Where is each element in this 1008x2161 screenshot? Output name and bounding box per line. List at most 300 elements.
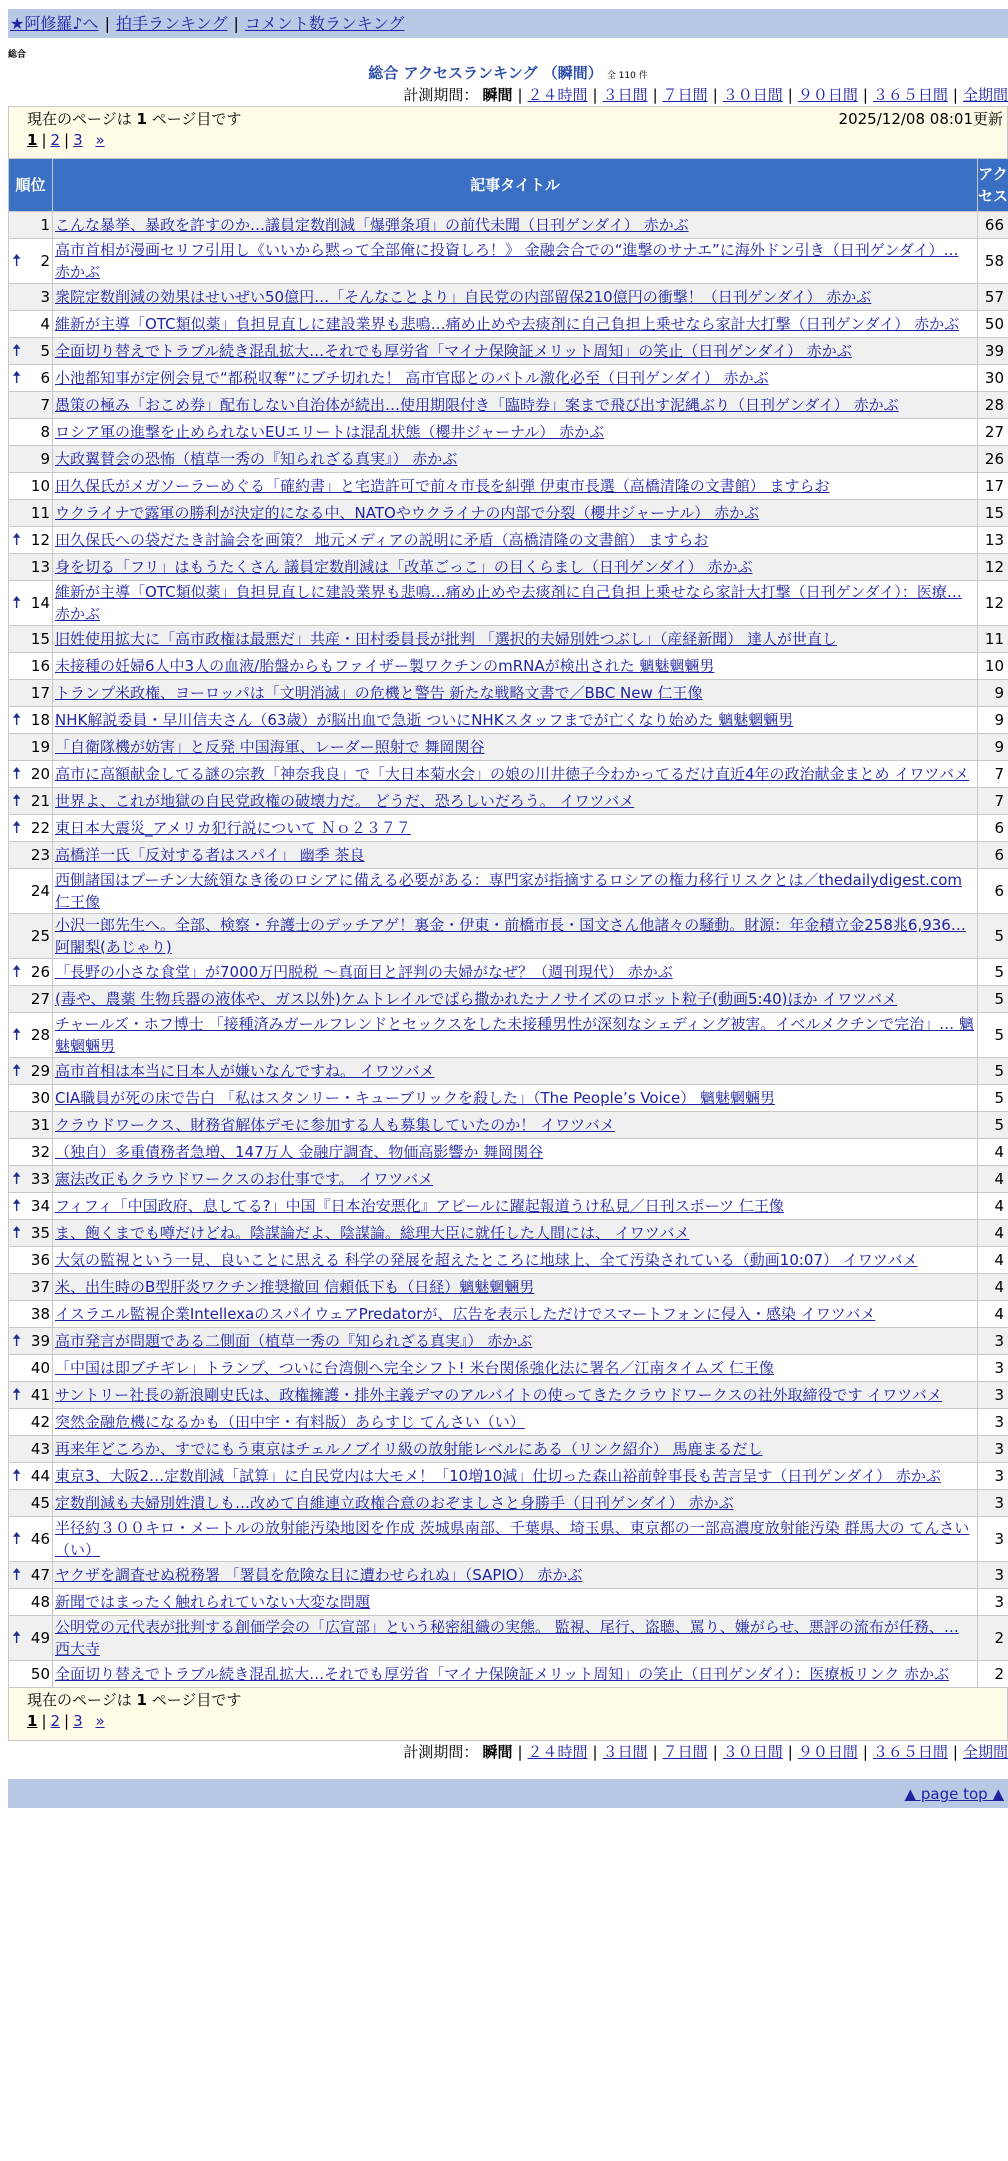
- period-option-3d[interactable]: ３日間: [603, 1743, 648, 1761]
- article-title-link[interactable]: フィフィ「中国政府、息してる?」中国『日本治安悪化』アピールに躍起報道うけ私見／日刊スポーツ 仁王像: [55, 1197, 784, 1215]
- rank-up-arrow-icon: 🠅: [12, 1628, 21, 1648]
- rank-number: 35: [31, 1224, 50, 1242]
- rank-up-arrow-icon: 🠅: [12, 764, 21, 784]
- title-cell: [53, 869, 978, 914]
- rank-up-arrow-icon: 🠅: [12, 530, 21, 550]
- article-title-link[interactable]: CIA職員が死の床で告白 「私はスタンリー・キューブリックを殺した」（The People’s Voice） 魑魅魍魎男: [55, 1089, 775, 1107]
- table-row: [9, 914, 1008, 959]
- article-title-link[interactable]: 全面切り替えでトラブル続き混乱拡大…それでも厚労省「マイナ保険証メリット周知」の笑止（日刊ゲンダイ）：医療板リンク 赤かぶ: [55, 1665, 949, 1683]
- rank-up-arrow-icon: 🠅: [12, 1385, 21, 1405]
- page-title-text: 総合 アクセスランキング （瞬間）: [368, 64, 603, 82]
- page-title: [8, 62, 1008, 84]
- access-count: 57: [978, 284, 1008, 311]
- period-option-30d[interactable]: ３０日間: [723, 86, 783, 104]
- access-count: 4: [978, 1220, 1008, 1247]
- rank-cell: [9, 1436, 53, 1463]
- article-title-link[interactable]: 突然金融危機になるかも（田中宇・有料版）あらすじ てんさい（い）: [55, 1413, 525, 1431]
- access-count: 2: [978, 1661, 1008, 1688]
- rank-cell: [9, 338, 53, 365]
- rank-number: 46: [31, 1530, 50, 1548]
- rank-number: 1: [40, 216, 50, 234]
- title-cell: [53, 446, 978, 473]
- title-cell: [53, 626, 978, 653]
- access-count: 3: [978, 1409, 1008, 1436]
- rank-up-arrow-icon: 🠅: [12, 1331, 21, 1351]
- period-option-90d[interactable]: ９０日間: [798, 1743, 858, 1761]
- rank-cell: [9, 581, 53, 626]
- rank-number: 25: [31, 927, 50, 945]
- page-links: 1 | 2 | 3 »: [27, 130, 1007, 151]
- access-count: 7: [978, 788, 1008, 815]
- article-title-link[interactable]: 東日本大震災_アメリカ犯行説について Ｎｏ２３７７: [55, 819, 411, 837]
- access-count: 3: [978, 1382, 1008, 1409]
- period-option-all[interactable]: 全期間: [963, 1743, 1008, 1761]
- title-cell: [53, 842, 978, 869]
- table-row: [9, 500, 1008, 527]
- table-row: [9, 1112, 1008, 1139]
- access-count: 6: [978, 869, 1008, 914]
- period-label: 計測期間：: [403, 86, 478, 104]
- access-count: 28: [978, 392, 1008, 419]
- rank-up-arrow-icon: 🠅: [12, 368, 21, 388]
- rank-number: 37: [31, 1278, 50, 1296]
- rank-number: 5: [40, 342, 50, 360]
- article-title-link[interactable]: 再来年どころか、すでにもう東京はチェルノブイリ級の放射能レベルにある（リンク紹介） 馬鹿まるだし: [55, 1440, 763, 1458]
- rank-number: 49: [31, 1629, 50, 1647]
- comment-ranking-link[interactable]: コメント数ランキング: [245, 14, 405, 33]
- rank-number: 42: [31, 1413, 50, 1431]
- rank-cell: [9, 1355, 53, 1382]
- rank-up-arrow-icon: 🠅: [12, 1196, 21, 1216]
- rank-number: 29: [31, 1062, 50, 1080]
- title-cell: [53, 1463, 978, 1490]
- access-count: 4: [978, 1301, 1008, 1328]
- table-row: [9, 1463, 1008, 1490]
- access-count: 5: [978, 1112, 1008, 1139]
- article-title-link[interactable]: 高市発言が問題である二側面（植草一秀の『知られざる真実』） 赤かぶ: [55, 1332, 532, 1350]
- table-row: [9, 680, 1008, 707]
- title-cell: [53, 1139, 978, 1166]
- access-count: 3: [978, 1589, 1008, 1616]
- table-row: [9, 1013, 1008, 1058]
- rank-up-arrow-icon: 🠅: [12, 1565, 21, 1585]
- table-row: [9, 1562, 1008, 1589]
- rank-cell: [9, 1085, 53, 1112]
- table-header-row: [9, 159, 1008, 212]
- article-title-link[interactable]: 維新が主導「OTC類似薬」負担見直しに建設業界も悲鳴…痛め止めや去痰剤に自己負担上乗せなら家計大打撃（日刊ゲンダイ） 赤かぶ: [55, 315, 959, 333]
- period-option-all[interactable]: 全期間: [963, 86, 1008, 104]
- title-cell: [53, 419, 978, 446]
- rank-number: 26: [31, 963, 50, 981]
- access-count: 5: [978, 1013, 1008, 1058]
- table-row: [9, 392, 1008, 419]
- rank-number: 13: [31, 558, 50, 576]
- page-link-2[interactable]: 2: [51, 131, 61, 149]
- table-row: [9, 1436, 1008, 1463]
- title-cell: [53, 1085, 978, 1112]
- period-option-24h[interactable]: ２４時間: [528, 86, 588, 104]
- table-row: [9, 239, 1008, 284]
- ranking-rows: [9, 212, 1008, 1688]
- title-cell: [53, 392, 978, 419]
- rank-number: 16: [31, 657, 50, 675]
- rank-cell: [9, 959, 53, 986]
- rank-number: 23: [31, 846, 50, 864]
- title-cell: [53, 554, 978, 581]
- article-title-link[interactable]: 田久保氏がメガソーラーめぐる「確約書」と宅造許可で前々市長を糾弾 伊東市長選（高橋清隆の文書館） ますらお: [55, 477, 830, 495]
- title-cell: [53, 365, 978, 392]
- access-count: 4: [978, 1193, 1008, 1220]
- article-title-link[interactable]: イスラエル監視企業IntellexaのスパイウェアPredatorが、広告を表示しただけでスマートフォンに侵入・感染 イワツバメ: [55, 1305, 875, 1323]
- rank-number: 20: [31, 765, 50, 783]
- current-page-text: 現在のページは 1 ページ目です: [27, 1690, 1007, 1711]
- period-option-3d[interactable]: ３日間: [603, 86, 648, 104]
- table-row: [9, 788, 1008, 815]
- rank-cell: [9, 1616, 53, 1661]
- access-count: 58: [978, 239, 1008, 284]
- access-count: 12: [978, 554, 1008, 581]
- article-title-link[interactable]: こんな暴挙、暴政を許すのか…議員定数削減「爆弾条項」の前代未聞（日刊ゲンダイ） 赤かぶ: [55, 216, 689, 234]
- ranking-table: [8, 158, 1008, 1688]
- rank-number: 2: [40, 252, 50, 270]
- rank-number: 50: [31, 1665, 50, 1683]
- page-link-3[interactable]: 3: [73, 131, 83, 149]
- access-count: 6: [978, 815, 1008, 842]
- rank-cell: [9, 554, 53, 581]
- page-link-current: 1: [27, 131, 37, 149]
- access-count: 15: [978, 500, 1008, 527]
- article-title-link[interactable]: 東京3、大阪2…定数削減「試算」に自民党内は大モメ！「10増10減」仕切った森山裕前幹事長も苦言呈す（日刊ゲンダイ） 赤かぶ: [55, 1467, 941, 1485]
- access-count: 4: [978, 1139, 1008, 1166]
- article-title-link[interactable]: 高橋洋一氏「反対する者はスパイ」 幽季 茶良: [55, 846, 365, 864]
- rank-cell: [9, 1247, 53, 1274]
- title-cell: [53, 1661, 978, 1688]
- rank-number: 45: [31, 1494, 50, 1512]
- title-cell: [53, 473, 978, 500]
- clap-ranking-link[interactable]: 拍手ランキング: [116, 14, 228, 33]
- rank-number: 7: [40, 396, 50, 414]
- access-count: 2: [978, 1616, 1008, 1661]
- table-row: [9, 419, 1008, 446]
- period-option-24h[interactable]: ２４時間: [528, 1743, 588, 1761]
- title-cell: [53, 1220, 978, 1247]
- access-count: 13: [978, 527, 1008, 554]
- article-title-link[interactable]: 「長野の小さな食堂」が7000万円脱税 ～真面目と評判の夫婦がなぜ？（週刊現代） 赤かぶ: [55, 963, 673, 981]
- rank-cell: [9, 1301, 53, 1328]
- page-link-3[interactable]: 3: [73, 1712, 83, 1730]
- title-cell: [53, 311, 978, 338]
- rank-number: 47: [31, 1566, 50, 1584]
- article-title-link[interactable]: 全面切り替えでトラブル続き混乱拡大…それでも厚労省「マイナ保険証メリット周知」の笑止（日刊ゲンダイ） 赤かぶ: [55, 342, 852, 360]
- article-title-link[interactable]: 大気の監視という一見、良いことに思える 科学の発展を超えたところに地球上、全て汚染されている（動画10:07） イワツバメ: [55, 1251, 917, 1269]
- table-row: [9, 527, 1008, 554]
- access-count: 4: [978, 1274, 1008, 1301]
- rank-number: 11: [31, 504, 50, 522]
- title-cell: [53, 527, 978, 554]
- period-selector-top: 計測期間： 瞬間 | ２４時間 | ３日間 | ７日間 | ３０日間 | ９０日間 | ３６５日間 | 全期間: [8, 84, 1008, 106]
- period-option-30d[interactable]: ３０日間: [723, 1743, 783, 1761]
- article-title-link[interactable]: 西側諸国はプーチン大統領なき後のロシアに備える必要がある：専門家が指摘するロシアの権力移行リスクとは／thedailydigest.com 仁王像: [55, 871, 962, 911]
- pager-top: [8, 106, 1008, 158]
- title-cell: [53, 1013, 978, 1058]
- access-count: 3: [978, 1328, 1008, 1355]
- table-row: [9, 986, 1008, 1013]
- article-title-link[interactable]: 憲法改正もクラウドワークスのお仕事です。 イワツバメ: [55, 1170, 433, 1188]
- access-count: 27: [978, 419, 1008, 446]
- article-title-link[interactable]: チャールズ・ホフ博士 「接種済みガールフレンドとセックスをした未接種男性が深刻なシェディング被害。イベルメクチンで完治」… 魑魅魍魎男: [55, 1015, 974, 1055]
- article-title-link[interactable]: 高市首相は本当に日本人が嫌いなんですね。 イワツバメ: [55, 1062, 434, 1080]
- period-option-7d[interactable]: ７日間: [663, 86, 708, 104]
- rank-up-arrow-icon: 🠅: [12, 1061, 21, 1081]
- table-row: [9, 581, 1008, 626]
- access-count: 9: [978, 680, 1008, 707]
- article-title-link[interactable]: （独自）多重債務者急増、147万人 金融庁調査、物価高影響か 舞岡関谷: [55, 1143, 543, 1161]
- rank-cell: [9, 311, 53, 338]
- rank-cell: [9, 1382, 53, 1409]
- rank-cell: [9, 986, 53, 1013]
- period-selector-bottom: 計測期間： 瞬間 | ２４時間 | ３日間 | ７日間 | ３０日間 | ９０日間 | ３６５日間 | 全期間: [8, 1741, 1008, 1763]
- rank-header: 順位: [9, 159, 53, 212]
- rank-cell: [9, 1589, 53, 1616]
- home-link[interactable]: ★阿修羅♪へ: [10, 14, 99, 33]
- rank-number: 31: [31, 1116, 50, 1134]
- page: [8, 9, 1008, 1808]
- access-count: 50: [978, 311, 1008, 338]
- title-cell: [53, 284, 978, 311]
- access-count: 26: [978, 446, 1008, 473]
- access-count: 3: [978, 1355, 1008, 1382]
- rank-number: 30: [31, 1089, 50, 1107]
- rank-cell: [9, 734, 53, 761]
- article-title-link[interactable]: 半径約３００キロ・メートルの放射能汚染地図を作成 茨城県南部、千葉県、埼玉県、東京都の一部高濃度放射能汚染 群馬大の てんさい（い）: [55, 1519, 969, 1559]
- article-title-link[interactable]: 高市に高額献金してる謎の宗教「神奈我良」で「大日本菊水会」の娘の川井徳子今わかってるだけ直近4年の政治献金まとめ イワツバメ: [55, 765, 969, 783]
- table-row: [9, 284, 1008, 311]
- rank-up-arrow-icon: 🠅: [12, 1466, 21, 1486]
- rank-cell: [9, 914, 53, 959]
- access-count: 39: [978, 338, 1008, 365]
- table-row: [9, 365, 1008, 392]
- access-count: 4: [978, 1166, 1008, 1193]
- rank-cell: [9, 500, 53, 527]
- article-title-link[interactable]: 公明党の元代表が批判する創価学会の「広宣部」という秘密組織の実態。 監視、尾行、盗聴、罵り、嫌がらせ、悪評の流布が任務、… 西大寺: [55, 1618, 959, 1658]
- rank-up-arrow-icon: 🠅: [12, 710, 21, 730]
- article-title-link[interactable]: 「中国は即ブチギレ」トランプ、ついに台湾側へ完全シフト! 米台関係強化法に署名／江南タイムズ 仁王像: [55, 1359, 774, 1377]
- title-cell: [53, 788, 978, 815]
- rank-number: 21: [31, 792, 50, 810]
- rank-cell: [9, 284, 53, 311]
- table-row: [9, 1382, 1008, 1409]
- rank-number: 34: [31, 1197, 50, 1215]
- table-row: [9, 653, 1008, 680]
- title-cell: [53, 1355, 978, 1382]
- rank-up-arrow-icon: 🠅: [12, 818, 21, 838]
- rank-up-arrow-icon: 🠅: [12, 1223, 21, 1243]
- article-title-link[interactable]: ま、飽くまでも噂だけどね。陰謀論だよ、陰謀論。総理大臣に就任した人間には、 イワツバメ: [55, 1224, 689, 1242]
- access-count: 30: [978, 365, 1008, 392]
- article-title-link[interactable]: 「自衛隊機が妨害」と反発 中国海軍、レーダー照射で 舞岡関谷: [55, 738, 485, 756]
- rank-cell: [9, 626, 53, 653]
- access-count: 5: [978, 986, 1008, 1013]
- title-cell: [53, 1193, 978, 1220]
- access-count: 12: [978, 581, 1008, 626]
- rank-cell: [9, 1112, 53, 1139]
- rank-number: 40: [31, 1359, 50, 1377]
- title-cell: [53, 1301, 978, 1328]
- table-row: [9, 212, 1008, 239]
- table-row: [9, 1220, 1008, 1247]
- period-option-365d[interactable]: ３６５日間: [873, 86, 948, 104]
- rank-up-arrow-icon: 🠅: [12, 593, 21, 613]
- article-title-link[interactable]: 旧姓使用拡大に「高市政権は最悪だ」共産・田村委員長が批判 「選択的夫婦別姓つぶし」（産経新聞） 達人が世直し: [55, 630, 837, 648]
- rank-cell: [9, 1013, 53, 1058]
- article-title-link[interactable]: (毒や、農薬 生物兵器の液体や、ガス以外)ケムトレイルでばら撒かれたナノサイズのロボット粒子(動画5:40)ほか イワツバメ: [55, 990, 897, 1008]
- article-title-link[interactable]: ロシア軍の進撃を止められないEUエリートは混乱状態（櫻井ジャーナル） 赤かぶ: [55, 423, 604, 441]
- rank-up-arrow-icon: 🠅: [12, 1529, 21, 1549]
- table-row: [9, 842, 1008, 869]
- rank-number: 33: [31, 1170, 50, 1188]
- title-cell: [53, 653, 978, 680]
- title-cell: [53, 1562, 978, 1589]
- title-cell: [53, 1166, 978, 1193]
- rank-cell: [9, 1490, 53, 1517]
- page-link-current: 1: [27, 1712, 37, 1730]
- rank-cell: [9, 1166, 53, 1193]
- article-title-link[interactable]: 衆院定数削減の効果はせいぜい50億円…「そんなことより」自民党の内部留保210億円の衝撃！（日刊ゲンダイ） 赤かぶ: [55, 288, 871, 306]
- count-header: アクセス: [978, 159, 1008, 212]
- article-title-link[interactable]: 新聞ではまったく触れられていない大変な問題: [55, 1593, 370, 1611]
- table-row: [9, 1058, 1008, 1085]
- article-title-link[interactable]: 世界よ、これが地獄の自民党政権の破壊力だ。 どうだ、恐ろしいだろう。 イワツバメ: [55, 792, 634, 810]
- period-option-90d[interactable]: ９０日間: [798, 86, 858, 104]
- rank-cell: [9, 1562, 53, 1589]
- rank-number: 4: [40, 315, 50, 333]
- rank-cell: [9, 815, 53, 842]
- page-link-2[interactable]: 2: [51, 1712, 61, 1730]
- article-title-link[interactable]: 小池都知事が定例会見で“都税収奪”にブチ切れた！ 高市官邸とのバトル激化必至（日刊ゲンダイ） 赤かぶ: [55, 369, 769, 387]
- title-cell: [53, 1328, 978, 1355]
- table-row: [9, 1193, 1008, 1220]
- rank-cell: [9, 680, 53, 707]
- title-cell: [53, 239, 978, 284]
- article-title-link[interactable]: 高市首相が漫画セリフ引用し《いいから黙って全部俺に投資しろ！》 金融会合での“進撃のサナエ”に海外ドン引き（日刊ゲンダイ）… 赤かぶ: [55, 241, 959, 281]
- page-top-link[interactable]: ▲ page top ▲: [905, 1785, 1004, 1803]
- title-cell: [53, 1112, 978, 1139]
- table-row: [9, 1166, 1008, 1193]
- title-cell: [53, 1058, 978, 1085]
- rank-cell: [9, 761, 53, 788]
- rank-cell: [9, 365, 53, 392]
- pager-bottom: [8, 1688, 1008, 1741]
- period-current: 瞬間: [482, 86, 512, 104]
- access-count: 5: [978, 1058, 1008, 1085]
- title-cell: [53, 212, 978, 239]
- article-title-link[interactable]: 未接種の妊婦6人中3人の血液/胎盤からもファイザー製ワクチンのmRNAが検出された 魑魅魍魎男: [55, 657, 714, 675]
- access-count: 3: [978, 1436, 1008, 1463]
- period-option-365d[interactable]: ３６５日間: [873, 1743, 948, 1761]
- page-link-next[interactable]: »: [95, 1712, 104, 1730]
- article-title-link[interactable]: 維新が主導「OTC類似薬」負担見直しに建設業界も悲鳴…痛め止めや去痰剤に自己負担上乗せなら家計大打撃（日刊ゲンダイ）：医療… 赤かぶ: [55, 583, 962, 623]
- article-title-link[interactable]: 定数削減も夫婦別姓潰しも…改めて自維連立政権合意のおぞましさと身勝手（日刊ゲンダイ） 赤かぶ: [55, 1494, 734, 1512]
- access-count: 4: [978, 1247, 1008, 1274]
- rank-cell: [9, 1517, 53, 1562]
- title-cell: [53, 1490, 978, 1517]
- title-cell: [53, 707, 978, 734]
- title-cell: [53, 734, 978, 761]
- article-title-link[interactable]: クラウドワークス、財務省解体デモに参加する人も募集していたのか！ イワツバメ: [55, 1116, 615, 1134]
- separator: |: [233, 14, 238, 33]
- access-count: 9: [978, 734, 1008, 761]
- article-title-link[interactable]: サントリー社長の新浪剛史氏は、政権擁護・排外主義デマのアルバイトの使ってきたクラウドワークスの社外取締役です イワツバメ: [55, 1386, 942, 1404]
- rank-up-arrow-icon: 🠅: [12, 251, 21, 271]
- article-title-link[interactable]: ヤクザを調査せぬ税務署 「署員を危険な目に遭わせられぬ」（SAPIO） 赤かぶ: [55, 1566, 582, 1584]
- rank-cell: [9, 1220, 53, 1247]
- table-row: [9, 761, 1008, 788]
- period-current: 瞬間: [482, 1743, 512, 1761]
- article-title-link[interactable]: トランプ米政権、ヨーロッパは「文明消滅」の危機と警告 新たな戦略文書で／BBC New 仁王像: [55, 684, 703, 702]
- rank-number: 10: [31, 477, 50, 495]
- access-count: 3: [978, 1463, 1008, 1490]
- table-row: [9, 1490, 1008, 1517]
- rank-number: 18: [31, 711, 50, 729]
- rank-number: 36: [31, 1251, 50, 1269]
- access-count: 66: [978, 212, 1008, 239]
- article-title-link[interactable]: 愚策の極み「おこめ券」配布しない自治体が続出…使用期限付き「臨時券」案まで飛び出す泥縄ぶり（日刊ゲンダイ） 赤かぶ: [55, 396, 899, 414]
- access-count: 3: [978, 1517, 1008, 1562]
- table-row: [9, 1085, 1008, 1112]
- rank-cell: [9, 1058, 53, 1085]
- title-cell: [53, 1517, 978, 1562]
- table-row: [9, 1247, 1008, 1274]
- table-row: [9, 734, 1008, 761]
- rank-number: 9: [40, 450, 50, 468]
- rank-number: 19: [31, 738, 50, 756]
- title-cell: [53, 815, 978, 842]
- rank-cell: [9, 212, 53, 239]
- title-cell: [53, 986, 978, 1013]
- rank-number: 6: [40, 369, 50, 387]
- article-title-link[interactable]: 大政翼賛会の恐怖（植草一秀の『知られざる真実』） 赤かぶ: [55, 450, 457, 468]
- table-row: [9, 554, 1008, 581]
- rank-number: 48: [31, 1593, 50, 1611]
- rank-cell: [9, 653, 53, 680]
- rank-cell: [9, 1139, 53, 1166]
- article-title-link[interactable]: 田久保氏への袋だたき討論会を画策？ 地元メディアの説明に矛盾（高橋清隆の文書館） ますらお: [55, 531, 708, 549]
- title-cell: [53, 1409, 978, 1436]
- table-row: [9, 815, 1008, 842]
- table-row: [9, 446, 1008, 473]
- total-count: 全 110 件: [607, 71, 648, 81]
- table-row: [9, 1274, 1008, 1301]
- table-row: [9, 959, 1008, 986]
- period-option-7d[interactable]: ７日間: [663, 1743, 708, 1761]
- section-label: 総合: [8, 50, 1008, 61]
- article-title-link[interactable]: 身を切る「フリ」はもうたくさん 議員定数削減は「改革ごっこ」の目くらまし（日刊ゲンダイ） 赤かぶ: [55, 558, 752, 576]
- page-link-next[interactable]: »: [95, 131, 104, 149]
- article-title-link[interactable]: ウクライナで露軍の勝利が決定的になる中、NATOやウクライナの内部で分裂（櫻井ジャーナル） 赤かぶ: [55, 504, 759, 522]
- access-count: 3: [978, 1490, 1008, 1517]
- rank-cell: [9, 419, 53, 446]
- period-label: 計測期間：: [403, 1743, 478, 1761]
- rank-cell: [9, 527, 53, 554]
- rank-cell: [9, 392, 53, 419]
- table-row: [9, 311, 1008, 338]
- article-title-link[interactable]: 米、出生時のB型肝炎ワクチン推奨撤回 信頼低下も（日経）魑魅魍魎男: [55, 1278, 534, 1296]
- article-title-link[interactable]: 小沢一郎先生へ。全部、検察・弁護士のデッチアゲ！裏金・伊東・前橋市長・国文さん他諸々の騒動。財源：年金積立金258兆6,936… 阿闍梨(あじゃり): [55, 916, 966, 956]
- rank-cell: [9, 473, 53, 500]
- rank-cell: [9, 1193, 53, 1220]
- article-title-link[interactable]: NHK解説委員・早川信夫さん（63歳）が脳出血で急逝 ついにNHKスタッフまでが亡くなり始めた 魑魅魍魎男: [55, 711, 793, 729]
- rank-up-arrow-icon: 🠅: [12, 962, 21, 982]
